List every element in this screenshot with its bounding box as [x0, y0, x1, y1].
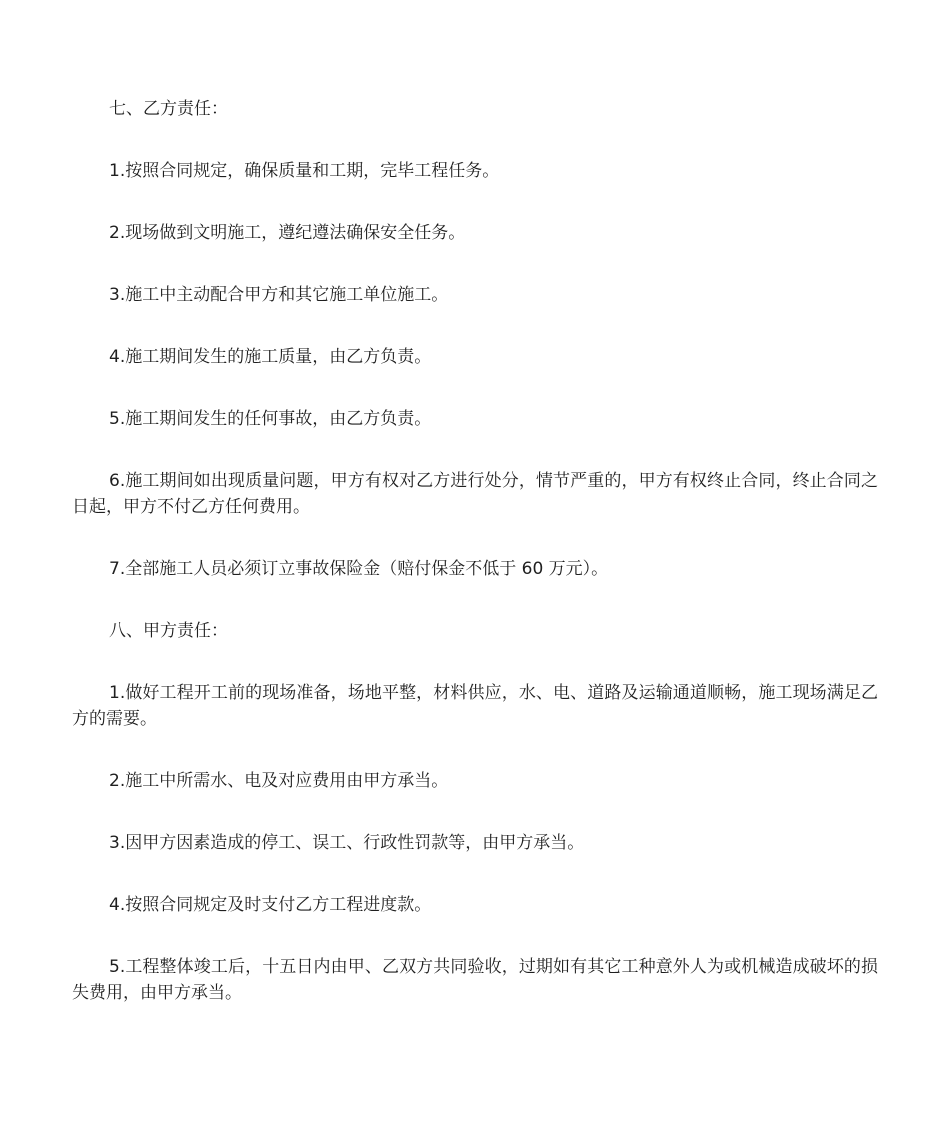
paragraph-b6: 6.施工期间如出现质量问题，甲方有权对乙方进行处分，情节严重的，甲方有权终止合同，终止合同之日起，甲方不付乙方任何费用。 — [72, 471, 878, 517]
paragraph-b4: 4.施工期间发生的施工质量，由乙方负责。 — [109, 347, 432, 367]
paragraph-a5: 5.工程整体竣工后，十五日内由甲、乙双方共同验收，过期如有其它工种意外人为或机械造成破坏的损失费用，由甲方承当。 — [72, 957, 878, 1003]
paragraph-b5: 5.施工期间发生的任何事故，由乙方负责。 — [109, 409, 432, 429]
paragraph-b2: 2.现场做到文明施工，遵纪遵法确保安全任务。 — [109, 223, 466, 243]
paragraph-a2: 2.施工中所需水、电及对应费用由甲方承当。 — [109, 771, 449, 791]
document-body — [72, 96, 878, 1006]
paragraph-b1: 1.按照合同规定，确保质量和工期，完毕工程任务。 — [109, 161, 500, 181]
section-heading-party-a: 八、甲方责任： — [109, 621, 228, 641]
paragraph-b7: 7.全部施工人员必须订立事故保险金（赔付保金不低于 60 万元）。 — [109, 559, 609, 579]
paragraph-b3: 3.施工中主动配合甲方和其它施工单位施工。 — [109, 285, 449, 305]
paragraph-a3: 3.因甲方因素造成的停工、误工、行政性罚款等，由甲方承当。 — [109, 833, 585, 853]
paragraph-a1: 1.做好工程开工前的现场准备，场地平整，材料供应，水、电、道路及运输通道顺畅，施工现场满足乙方的需要。 — [72, 683, 878, 729]
section-heading-party-b: 七、乙方责任： — [109, 99, 228, 119]
paragraph-a4: 4.按照合同规定及时支付乙方工程进度款。 — [109, 895, 432, 915]
